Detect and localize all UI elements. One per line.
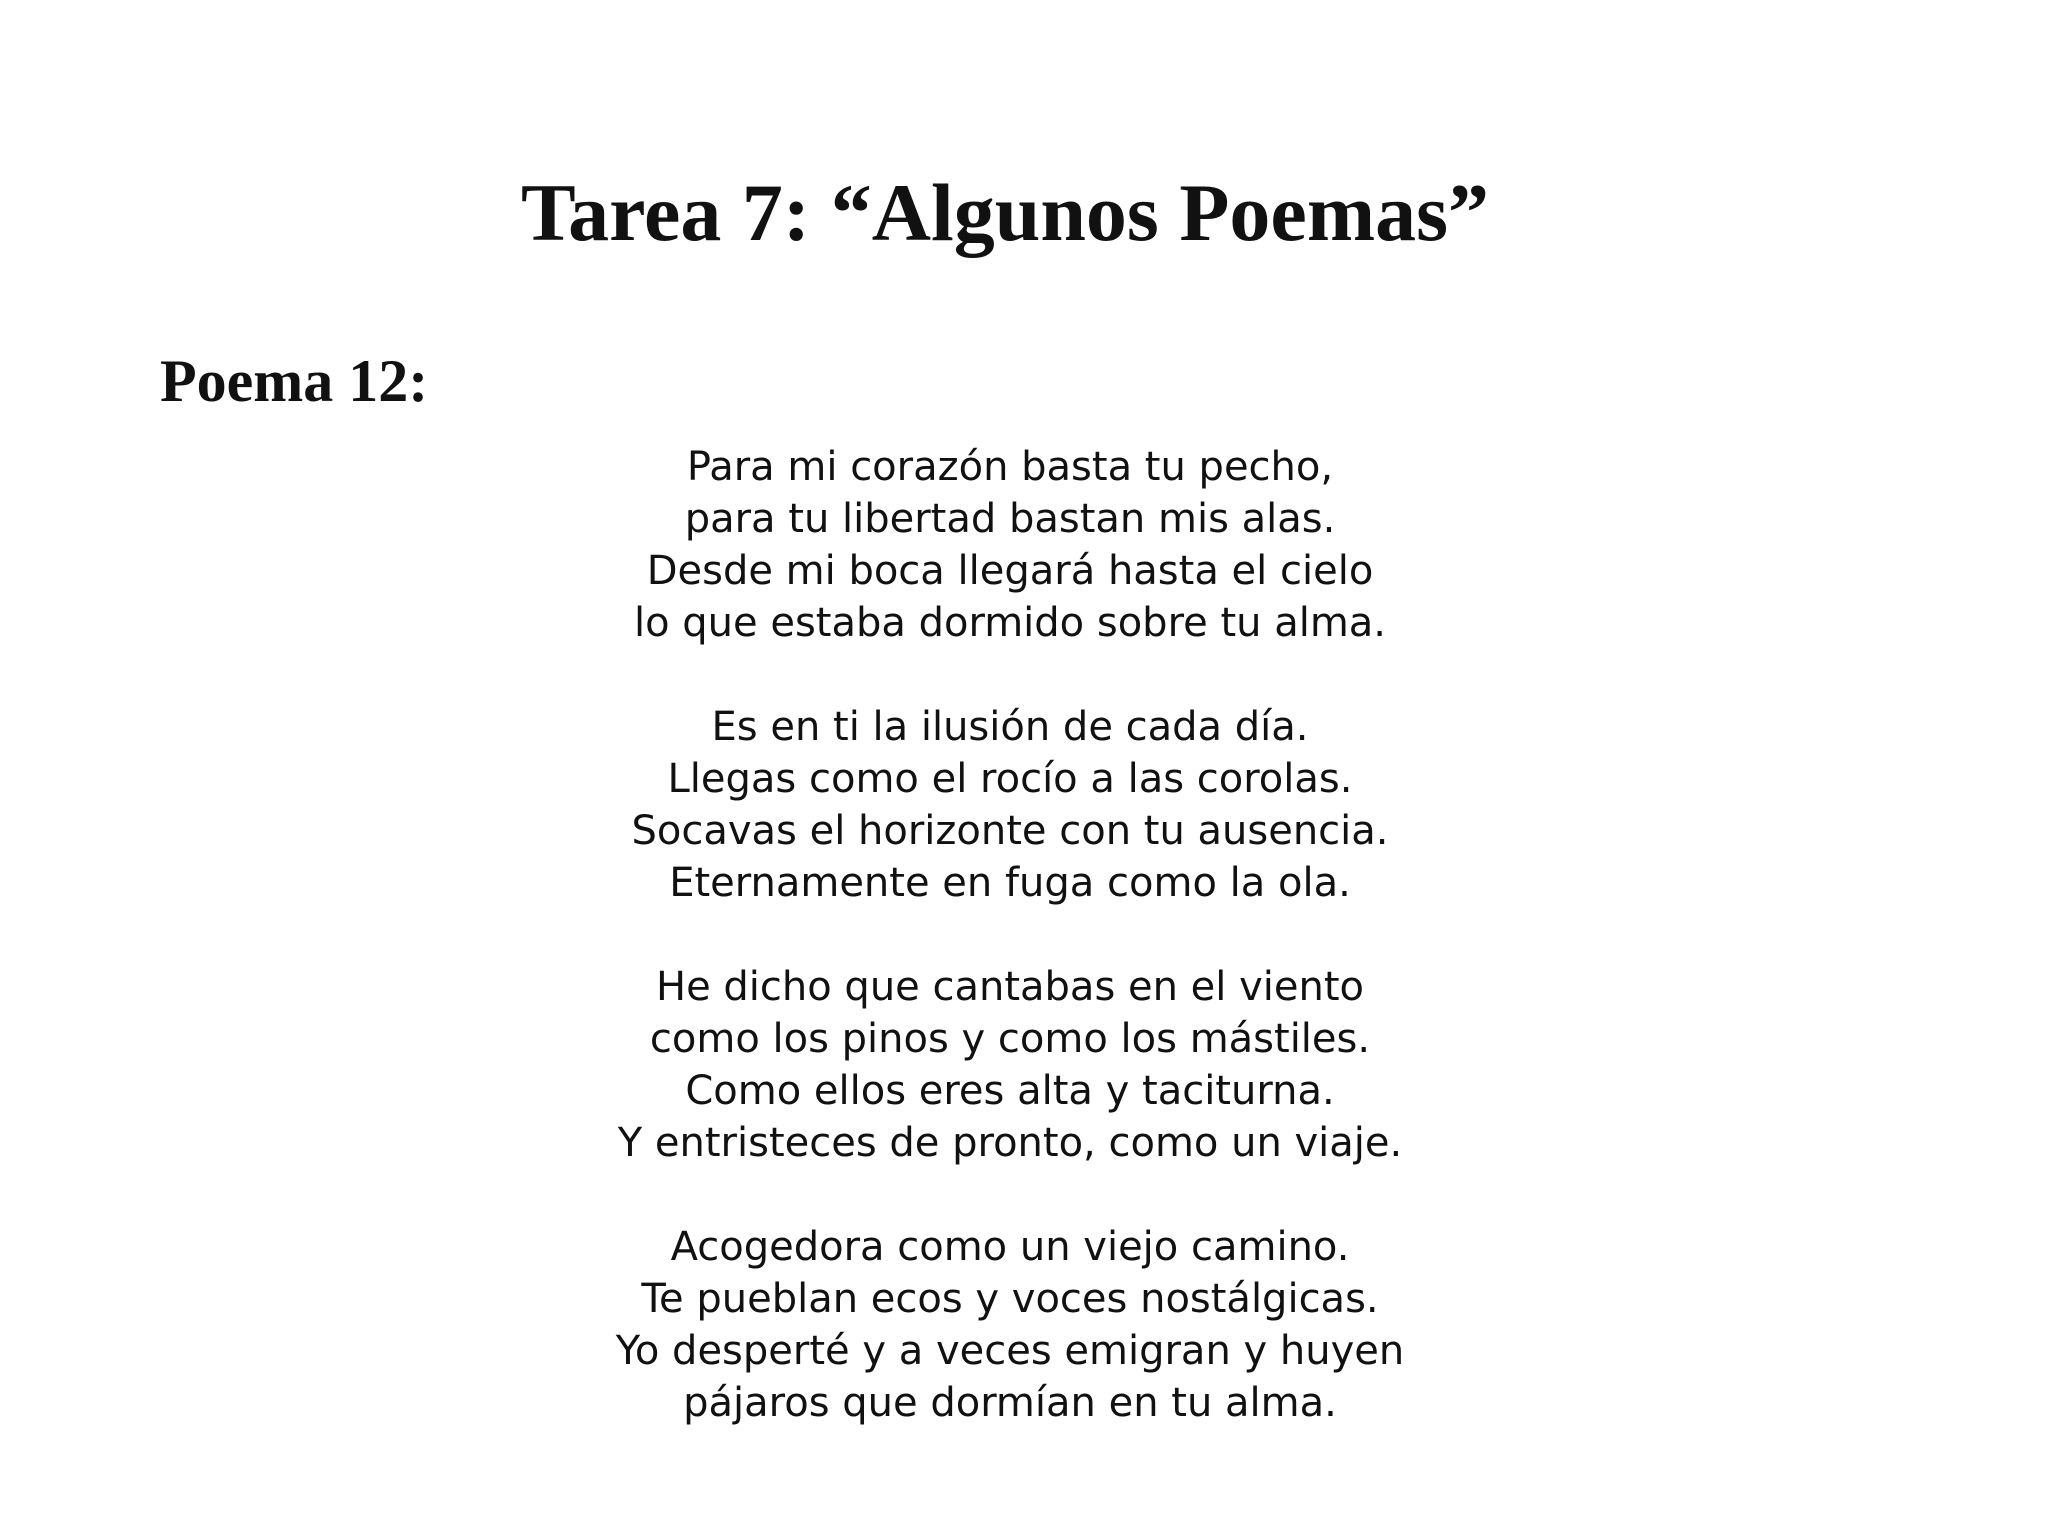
poem-line: Yo desperté y a veces emigran y huyen xyxy=(615,1328,1405,1374)
poem-line: lo que estaba dormido sobre tu alma. xyxy=(633,600,1387,646)
poem-line: como los pinos y como los mástiles. xyxy=(649,1016,1371,1062)
stanza xyxy=(520,1221,1500,1429)
poem-line: Para mi corazón basta tu pecho, xyxy=(686,444,1334,490)
poem-line: Y entristeces de pronto, como un viaje. xyxy=(617,1120,1403,1166)
poem-line: Eternamente en fuga como la ola. xyxy=(669,860,1351,906)
poem-line: pájaros que dormían en tu alma. xyxy=(683,1380,1337,1426)
poem-line: Llegas como el rocío a las corolas. xyxy=(667,756,1353,802)
poem-line: Como ellos eres alta y taciturna. xyxy=(685,1068,1335,1114)
page-title: Tarea 7: “Algunos Poemas” xyxy=(520,167,1490,258)
poem-line: Te pueblan ecos y voces nostálgicas. xyxy=(641,1276,1379,1322)
poem-heading: Poema 12: xyxy=(160,348,429,414)
stanza xyxy=(520,961,1500,1169)
poem-line: para tu libertad bastan mis alas. xyxy=(684,496,1336,542)
poem-line: Desde mi boca llegará hasta el cielo xyxy=(646,548,1374,594)
poem-body xyxy=(520,441,1500,1429)
poem-line: Acogedora como un viejo camino. xyxy=(670,1224,1350,1270)
poem-line: Es en ti la ilusión de cada día. xyxy=(711,704,1309,750)
stanza xyxy=(520,701,1500,909)
stanza xyxy=(520,441,1500,649)
poem-line: He dicho que cantabas en el viento xyxy=(655,964,1365,1010)
poem-line: Socavas el horizonte con tu ausencia. xyxy=(631,808,1389,854)
